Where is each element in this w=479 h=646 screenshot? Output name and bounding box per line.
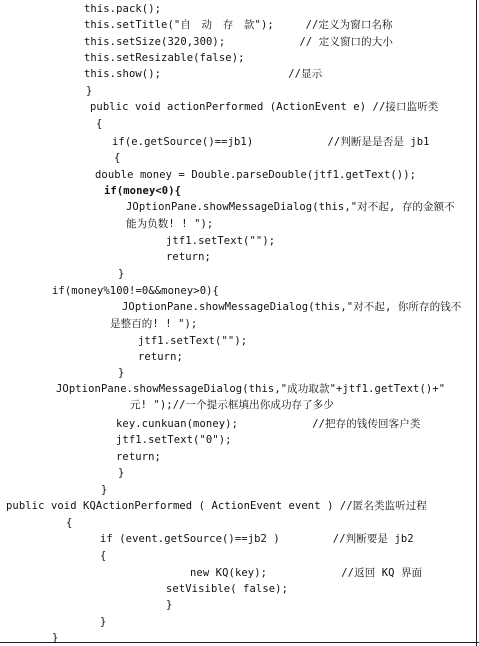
code-line: } (118, 268, 125, 280)
code-line: if(e.getSource()==jb1) //判断是是否是 jb1 (112, 136, 430, 148)
code-line: this.show(); //显示 (84, 68, 323, 80)
code-line: public void actionPerformed (ActionEvent e) //接口监听类 (90, 101, 439, 113)
code-line: 能为负数! ! "); (126, 218, 214, 230)
code-line: jtf1.setText(""); (166, 235, 276, 247)
code-line: key.cunkuan(money); //把存的钱传回客户类 (116, 418, 421, 430)
code-line: { (66, 517, 73, 529)
code-line: 是整百的! ! "); (110, 318, 198, 330)
page-right-border (476, 0, 477, 646)
code-line: this.setResizable(false); (84, 52, 245, 64)
code-line: return; (166, 251, 211, 263)
code-line: JOptionPane.showMessageDialog(this,"成功取款"+jtf1.getText()+" (56, 383, 446, 395)
code-line: jtf1.setText("0"); (116, 434, 232, 446)
code-line: return; (138, 351, 183, 363)
code-line: if(money%100!=0&&money>0){ (52, 285, 219, 297)
code-line: this.setSize(320,300); // 定义窗口的大小 (84, 36, 393, 48)
code-line: { (96, 118, 103, 130)
code-line: return; (116, 451, 161, 463)
page-bottom-border (0, 642, 479, 643)
code-line: } (52, 632, 59, 644)
code-line: setVisible( false); (166, 583, 289, 595)
code-line: if(money<0){ (104, 185, 182, 197)
code-line: } (166, 599, 173, 611)
code-line: { (100, 550, 107, 562)
code-line: jtf1.setText(""); (138, 335, 248, 347)
code-line: } (101, 484, 108, 496)
code-line: this.setTitle("自 动 存 款"); //定义为窗口名称 (84, 19, 393, 31)
code-line: { (114, 152, 121, 164)
code-line: } (86, 85, 93, 97)
code-line: if (event.getSource()==jb2 ) //判断要是 jb2 (100, 533, 414, 545)
code-line: JOptionPane.showMessageDialog(this,"对不起, 你所存的钱不 (122, 301, 462, 313)
code-line: new KQ(key); //返回 KQ 界面 (190, 567, 423, 579)
code-line: } (118, 367, 125, 379)
code-line: } (118, 467, 125, 479)
code-line: JOptionPane.showMessageDialog(this,"对不起, 存的金额不 (126, 201, 455, 213)
code-line: 元! ");//一个提示框填出你成功存了多少 (130, 399, 334, 411)
code-line: this.pack(); (84, 3, 162, 15)
code-line: } (100, 616, 107, 628)
code-line: public void KQActionPerformed ( ActionEvent event ) //匿名类监听过程 (6, 500, 427, 512)
code-line: double money = Double.parseDouble(jtf1.getText()); (95, 169, 417, 181)
